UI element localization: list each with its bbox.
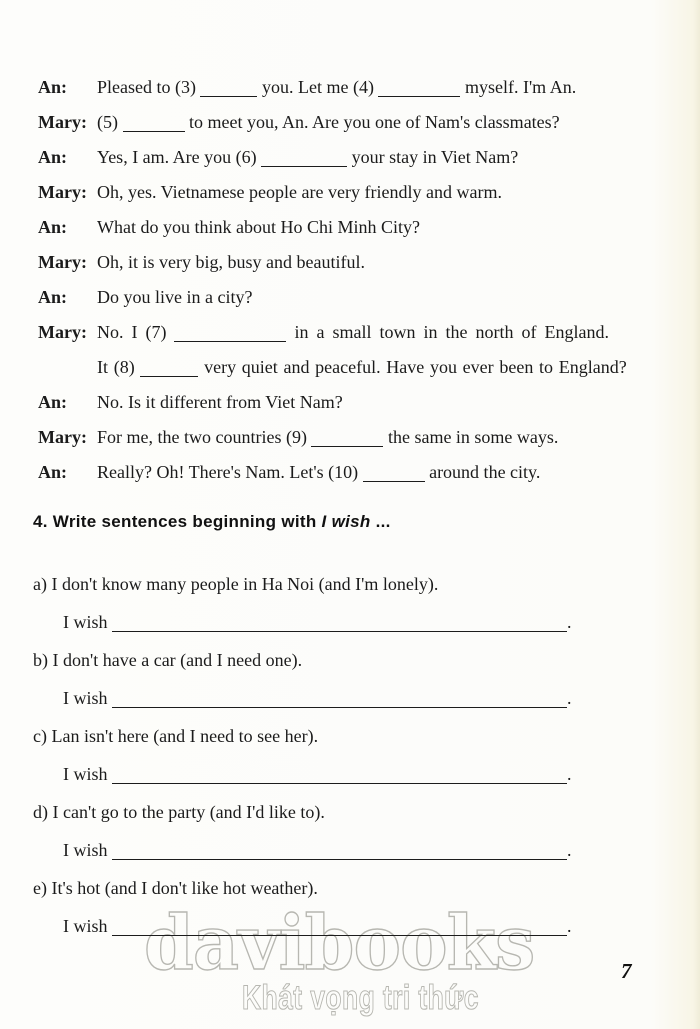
item-prompt-text: I don't know many people in Ha Noi (and I'm lonely). [51, 574, 439, 594]
answer-period: . [567, 688, 572, 708]
text-run: Oh, yes. Vietnamese people are very friendly and warm. [97, 182, 502, 202]
answer-blank [112, 923, 567, 936]
dialogue-turn [38, 455, 663, 490]
speaker-label: Mary: [38, 112, 87, 132]
item-label: e) [33, 878, 52, 898]
fill-in-blank [311, 434, 383, 447]
answer-period: . [567, 612, 572, 632]
item-prompt-text: I don't have a car (and I need one). [52, 650, 303, 670]
dialogue-lines [97, 105, 663, 140]
heading-suffix: ... [370, 512, 391, 531]
answer-line [33, 755, 663, 793]
dialogue-turn [38, 420, 663, 455]
exercise-item [33, 717, 663, 793]
speaker-label: An: [38, 77, 68, 97]
dialogue-lines [97, 70, 663, 105]
dialogue-line [97, 350, 663, 385]
dialogue-lines [97, 315, 663, 385]
dialogue-turn [38, 210, 663, 245]
dialogue-lines [97, 455, 663, 490]
dialogue-lines [97, 140, 663, 175]
dialogue-lines [97, 210, 663, 245]
dialogue-line [97, 175, 663, 210]
speaker-label: An: [38, 217, 68, 237]
answer-line [33, 907, 663, 945]
fill-in-blank [200, 84, 257, 97]
dialogue-line [97, 105, 663, 140]
dialogue-line [97, 140, 663, 175]
dialogue-line [97, 455, 663, 490]
exercise-items [33, 565, 663, 945]
answer-blank [112, 619, 567, 632]
fill-in-blank [261, 154, 347, 167]
text-run: Oh, it is very big, busy and beautiful. [97, 252, 365, 272]
watermark-tagline: Khát vọng tri thức [242, 979, 479, 1017]
dialogue [38, 70, 663, 490]
answer-period: . [567, 764, 572, 784]
text-run: Yes, I am. Are you (6) [97, 147, 262, 167]
dialogue-line [97, 70, 663, 105]
text-run: to meet you, An. Are you one of Nam's classmates? [184, 112, 560, 132]
exercise-4-heading [33, 509, 663, 535]
speaker-label: Mary: [38, 427, 87, 447]
heading-prefix: 4. Write sentences beginning with [33, 512, 322, 531]
text-run: For me, the two countries (9) [97, 427, 312, 447]
dialogue-turn [38, 280, 663, 315]
dialogue-lines [97, 280, 663, 315]
fill-in-blank [363, 469, 425, 482]
wish-prefix: I wish [63, 612, 112, 632]
item-label: b) [33, 650, 53, 670]
answer-period: . [567, 840, 572, 860]
text-run: It (8) [97, 357, 141, 377]
text-run: very quiet and peaceful. Have you ever been to England? [198, 357, 627, 377]
speaker-label: Mary: [38, 252, 87, 272]
text-run: No. Is it different from Viet Nam? [97, 392, 343, 412]
dialogue-line [97, 420, 663, 455]
wish-prefix: I wish [63, 916, 112, 936]
dialogue-line [97, 385, 663, 420]
text-run: the same in some ways. [383, 427, 559, 447]
answer-line [33, 603, 663, 641]
exercise-item [33, 869, 663, 945]
exercise-item [33, 565, 663, 641]
fill-in-blank [123, 119, 185, 132]
text-run: Do you live in a city? [97, 287, 253, 307]
exercise-item [33, 641, 663, 717]
answer-line [33, 831, 663, 869]
wish-prefix: I wish [63, 688, 112, 708]
speaker-label: An: [38, 287, 68, 307]
item-prompt [33, 869, 663, 907]
dialogue-line [97, 280, 663, 315]
dialogue-turn [38, 70, 663, 105]
item-prompt [33, 641, 663, 679]
answer-blank [112, 771, 567, 784]
page-number: 7 [621, 959, 632, 983]
item-prompt [33, 565, 663, 603]
text-run: your stay in Viet Nam? [347, 147, 519, 167]
speaker-label: An: [38, 462, 68, 482]
dialogue-turn [38, 245, 663, 280]
item-prompt [33, 793, 663, 831]
wish-prefix: I wish [63, 840, 112, 860]
speaker-label: An: [38, 392, 68, 412]
item-prompt-text: It's hot (and I don't like hot weather). [51, 878, 318, 898]
dialogue-lines [97, 420, 663, 455]
dialogue-turn [38, 315, 663, 385]
item-label: a) [33, 574, 52, 594]
text-run: you. Let me (4) [257, 77, 379, 97]
text-run: around the city. [424, 462, 541, 482]
answer-blank [112, 695, 567, 708]
speaker-label: Mary: [38, 322, 87, 342]
text-run: in a small town in the north of England. [286, 322, 609, 342]
dialogue-line [97, 245, 663, 280]
dialogue-turn [38, 140, 663, 175]
item-prompt-text: I can't go to the party (and I'd like to). [52, 802, 325, 822]
text-run: myself. I'm An. [460, 77, 577, 97]
exercise-item [33, 793, 663, 869]
dialogue-line [97, 315, 663, 350]
text-run: Really? Oh! There's Nam. Let's (10) [97, 462, 363, 482]
text-run: No. I (7) [97, 322, 175, 342]
dialogue-lines [97, 245, 663, 280]
wish-prefix: I wish [63, 764, 112, 784]
exercise-4-section [33, 509, 663, 945]
item-prompt [33, 717, 663, 755]
fill-in-blank [140, 364, 198, 377]
dialogue-turn [38, 105, 663, 140]
fill-in-blank [174, 329, 286, 342]
text-run: Pleased to (3) [97, 77, 201, 97]
text-run: (5) [97, 112, 123, 132]
speaker-label: An: [38, 147, 68, 167]
speaker-label: Mary: [38, 182, 87, 202]
text-run: What do you think about Ho Chi Minh City? [97, 217, 420, 237]
heading-emphasis: I wish [321, 512, 371, 531]
dialogue-line [97, 210, 663, 245]
answer-period: . [567, 916, 572, 936]
item-label: c) [33, 726, 52, 746]
item-prompt-text: Lan isn't here (and I need to see her). [51, 726, 319, 746]
item-label: d) [33, 802, 53, 822]
answer-blank [112, 847, 567, 860]
answer-line [33, 679, 663, 717]
watermark-brand: davibooks [144, 899, 535, 987]
dialogue-lines [97, 385, 663, 420]
fill-in-blank [378, 84, 460, 97]
dialogue-turn [38, 385, 663, 420]
dialogue-turn [38, 175, 663, 210]
dialogue-lines [97, 175, 663, 210]
